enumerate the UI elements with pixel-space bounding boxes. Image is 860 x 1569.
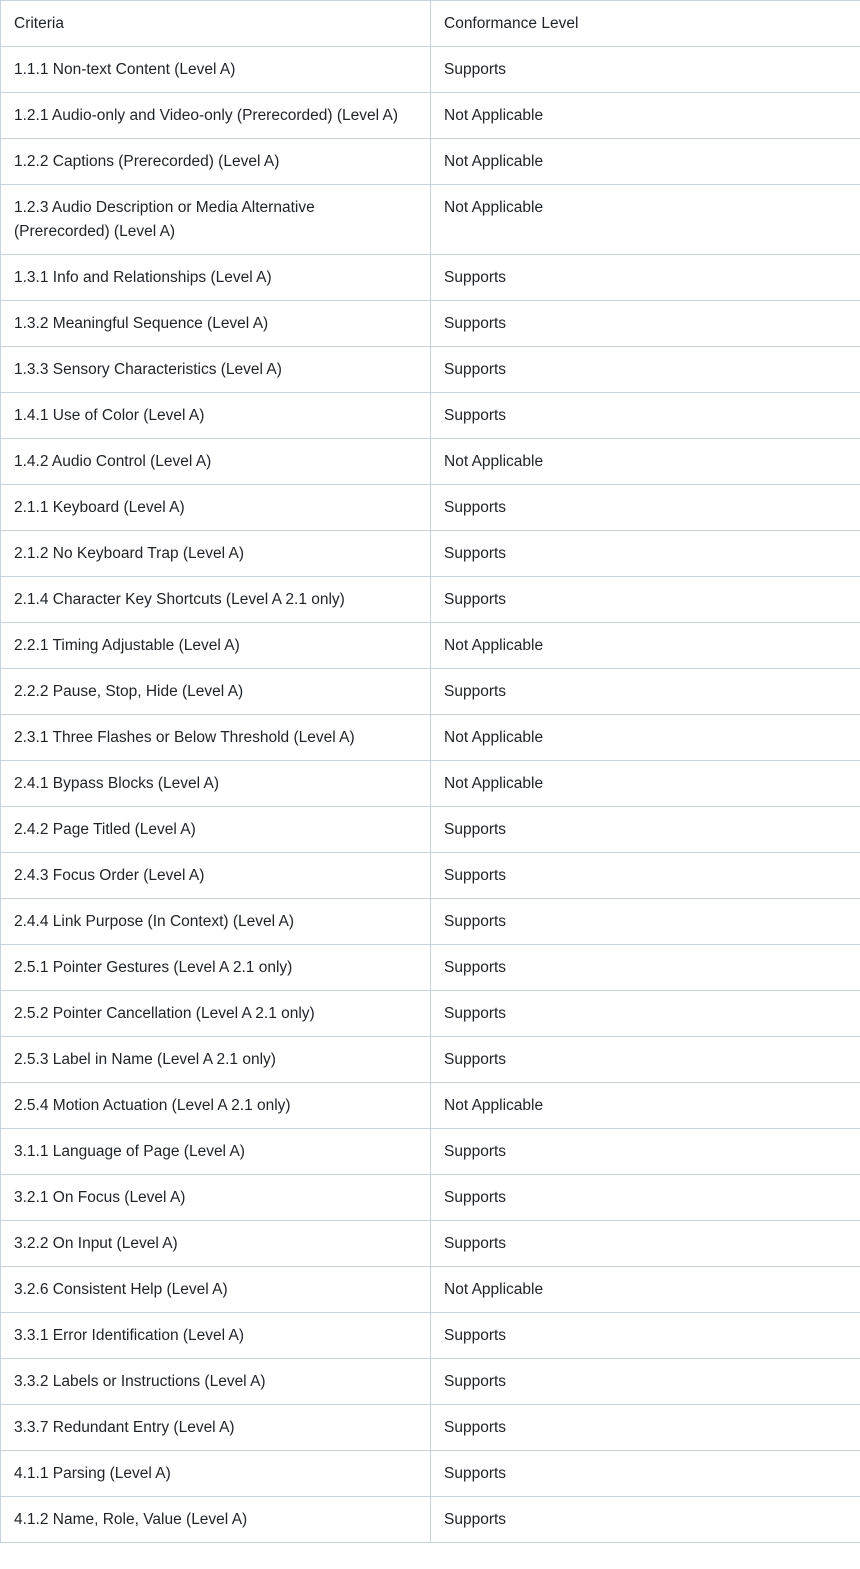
table-row [1, 1359, 860, 1405]
criteria-cell: 2.3.1 Three Flashes or Below Threshold (Level A) [1, 715, 431, 761]
table-header [1, 1, 860, 47]
table-row [1, 1313, 860, 1359]
column-header-criteria: Criteria [1, 1, 431, 47]
conformance-level-cell: Supports [431, 393, 860, 439]
criteria-cell: 1.3.3 Sensory Characteristics (Level A) [1, 347, 431, 393]
conformance-level-cell: Supports [431, 1037, 860, 1083]
table-row [1, 991, 860, 1037]
conformance-level-cell: Not Applicable [431, 139, 860, 185]
conformance-level-cell: Not Applicable [431, 761, 860, 807]
criteria-cell: 3.3.1 Error Identification (Level A) [1, 1313, 431, 1359]
criteria-cell: 2.1.1 Keyboard (Level A) [1, 485, 431, 531]
criteria-cell: 3.3.7 Redundant Entry (Level A) [1, 1405, 431, 1451]
conformance-level-cell: Supports [431, 301, 860, 347]
table-body [1, 47, 860, 1543]
table-row [1, 93, 860, 139]
criteria-cell: 3.2.6 Consistent Help (Level A) [1, 1267, 431, 1313]
criteria-cell: 2.4.2 Page Titled (Level A) [1, 807, 431, 853]
table-row [1, 1037, 860, 1083]
conformance-level-cell: Supports [431, 531, 860, 577]
criteria-cell: 1.3.1 Info and Relationships (Level A) [1, 255, 431, 301]
table-row [1, 1497, 860, 1543]
criteria-cell: 4.1.1 Parsing (Level A) [1, 1451, 431, 1497]
table-row [1, 485, 860, 531]
conformance-level-cell: Supports [431, 807, 860, 853]
table-row [1, 347, 860, 393]
criteria-cell: 2.4.3 Focus Order (Level A) [1, 853, 431, 899]
criteria-cell: 2.4.1 Bypass Blocks (Level A) [1, 761, 431, 807]
table-row [1, 1129, 860, 1175]
table-row [1, 1221, 860, 1267]
table-row [1, 301, 860, 347]
criteria-cell: 2.2.1 Timing Adjustable (Level A) [1, 623, 431, 669]
table-row [1, 531, 860, 577]
conformance-level-cell: Supports [431, 991, 860, 1037]
table-row [1, 853, 860, 899]
table-row [1, 761, 860, 807]
conformance-level-cell: Supports [431, 945, 860, 991]
conformance-level-cell: Not Applicable [431, 93, 860, 139]
table-row [1, 255, 860, 301]
conformance-level-cell: Supports [431, 1221, 860, 1267]
conformance-level-cell: Not Applicable [431, 1083, 860, 1129]
table-row [1, 1405, 860, 1451]
table-row [1, 715, 860, 761]
criteria-cell: 1.4.1 Use of Color (Level A) [1, 393, 431, 439]
conformance-level-cell: Not Applicable [431, 439, 860, 485]
criteria-cell: 4.1.2 Name, Role, Value (Level A) [1, 1497, 431, 1543]
conformance-level-cell: Not Applicable [431, 715, 860, 761]
table-row [1, 139, 860, 185]
conformance-level-cell: Supports [431, 255, 860, 301]
conformance-level-cell: Not Applicable [431, 623, 860, 669]
conformance-level-cell: Supports [431, 1497, 860, 1543]
conformance-level-cell: Supports [431, 899, 860, 945]
conformance-level-cell: Not Applicable [431, 185, 860, 255]
table-row [1, 623, 860, 669]
table-row [1, 47, 860, 93]
table-header-row [1, 1, 860, 47]
table-row [1, 1175, 860, 1221]
criteria-cell: 1.2.1 Audio-only and Video-only (Prerecorded) (Level A) [1, 93, 431, 139]
criteria-cell: 2.4.4 Link Purpose (In Context) (Level A) [1, 899, 431, 945]
criteria-cell: 1.1.1 Non-text Content (Level A) [1, 47, 431, 93]
criteria-cell: 3.1.1 Language of Page (Level A) [1, 1129, 431, 1175]
criteria-cell: 2.5.1 Pointer Gestures (Level A 2.1 only) [1, 945, 431, 991]
conformance-level-cell: Supports [431, 853, 860, 899]
table-row [1, 669, 860, 715]
table-row [1, 577, 860, 623]
table-row [1, 945, 860, 991]
criteria-cell: 1.2.3 Audio Description or Media Alternative (Prerecorded) (Level A) [1, 185, 431, 255]
table-row [1, 439, 860, 485]
criteria-cell: 3.3.2 Labels or Instructions (Level A) [1, 1359, 431, 1405]
table-row [1, 899, 860, 945]
table-row [1, 1267, 860, 1313]
conformance-level-cell: Supports [431, 1313, 860, 1359]
criteria-cell: 1.3.2 Meaningful Sequence (Level A) [1, 301, 431, 347]
table-row [1, 393, 860, 439]
criteria-cell: 2.1.4 Character Key Shortcuts (Level A 2.1 only) [1, 577, 431, 623]
conformance-level-cell: Supports [431, 347, 860, 393]
conformance-level-cell: Supports [431, 485, 860, 531]
conformance-level-cell: Supports [431, 1359, 860, 1405]
conformance-level-cell: Supports [431, 1451, 860, 1497]
conformance-level-cell: Supports [431, 1129, 860, 1175]
criteria-cell: 2.5.3 Label in Name (Level A 2.1 only) [1, 1037, 431, 1083]
criteria-cell: 1.2.2 Captions (Prerecorded) (Level A) [1, 139, 431, 185]
conformance-level-cell: Supports [431, 577, 860, 623]
table-row [1, 1083, 860, 1129]
table-row [1, 807, 860, 853]
criteria-cell: 2.1.2 No Keyboard Trap (Level A) [1, 531, 431, 577]
conformance-level-cell: Supports [431, 1405, 860, 1451]
criteria-cell: 1.4.2 Audio Control (Level A) [1, 439, 431, 485]
conformance-level-cell: Not Applicable [431, 1267, 860, 1313]
criteria-cell: 2.2.2 Pause, Stop, Hide (Level A) [1, 669, 431, 715]
criteria-cell: 3.2.2 On Input (Level A) [1, 1221, 431, 1267]
conformance-level-cell: Supports [431, 1175, 860, 1221]
column-header-conformance-level: Conformance Level [431, 1, 860, 47]
criteria-cell: 2.5.4 Motion Actuation (Level A 2.1 only) [1, 1083, 431, 1129]
conformance-level-cell: Supports [431, 47, 860, 93]
conformance-level-cell: Supports [431, 669, 860, 715]
table-row [1, 1451, 860, 1497]
table-row [1, 185, 860, 255]
criteria-cell: 2.5.2 Pointer Cancellation (Level A 2.1 only) [1, 991, 431, 1037]
criteria-cell: 3.2.1 On Focus (Level A) [1, 1175, 431, 1221]
